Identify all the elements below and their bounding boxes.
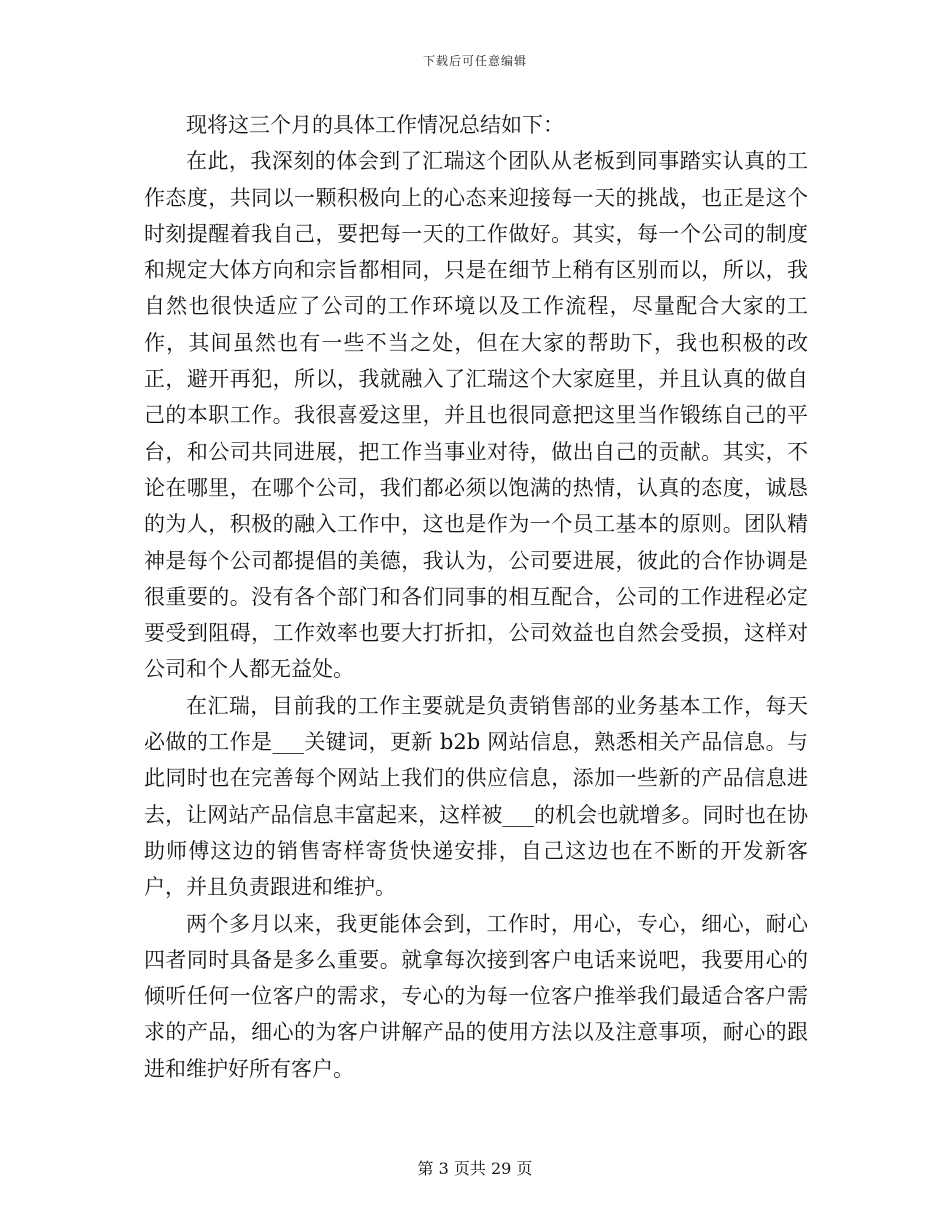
- page-header: 下载后可任意编辑: [422, 54, 527, 68]
- paragraph-team: 在此，我深刻的体会到了汇瑞这个团队从老板到同事踏实认真的工作态度，共同以一颗积极向上的心态来迎接每一天的挑战，也正是这个时刻提醒着我自己，要把每一天的工作做好。其实，每一个公司的制度和规定大体方向和宗旨都相同，只是在细节上稍有区别而以，所以，我自然也很快适应了公司的工作环境以及工作流程，尽量配合大家的工作，其间虽然也有一些不当之处，但在大家的帮助下，我也积极的改正，避开再犯，所以，我就融入了汇瑞这个大家庭里，并且认真的做自己的本职工作。我很喜爱这里，并且也很同意把这里当作锻练自己的平台，和公司共同进展，把工作当事业对待，做出自己的贡献。其实，不论在哪里，在哪个公司，我们都必须以饱满的热情，认真的态度，诚恳的为人，积极的融入工作中，这也是作为一个员工基本的原则。团队精神是每个公司都提倡的美德，我认为，公司要进展，彼此的合作协调是很重要的。没有各个部门和各们同事的相互配合，公司的工作进程必定要受到阻碍，工作效率也要大打折扣，公司效益也自然会受损，这样对公司和个人都无益处。: [144, 149, 808, 682]
- paragraph-work-duties: 在汇瑞，目前我的工作主要就是负责销售部的业务基本工作，每天必做的工作是___关键词，更新 b2b 网站信息，熟悉相关产品信息。与此同时也在完善每个网站上我们的供应信息，添加一些新的产品信息进去，让网站产品信息丰富起来，这样被___的机会也就增多。同时也在协助师傅这边的销售寄样寄货快递安排，自己这边也在不断的开发新客户，并且负责跟进和维护。: [144, 693, 808, 900]
- page-footer: 第 3 页共 29 页: [417, 1159, 533, 1178]
- document-body: [144, 107, 808, 1087]
- paragraph-intro: 现将这三个月的具体工作情况总结如下：: [186, 113, 564, 137]
- paragraph-reflection: 两个多月以来，我更能体会到，工作时，用心，专心，细心，耐心四者同时具备是多么重要。就拿每次接到客户电话来说吧，我要用心的倾听任何一位客户的需求，专心的为每一位客户推举我们最适合客户需求的产品，细心的为客户讲解产品的使用方法以及注意事项，耐心的跟进和维护好所有客户。: [144, 911, 808, 1081]
